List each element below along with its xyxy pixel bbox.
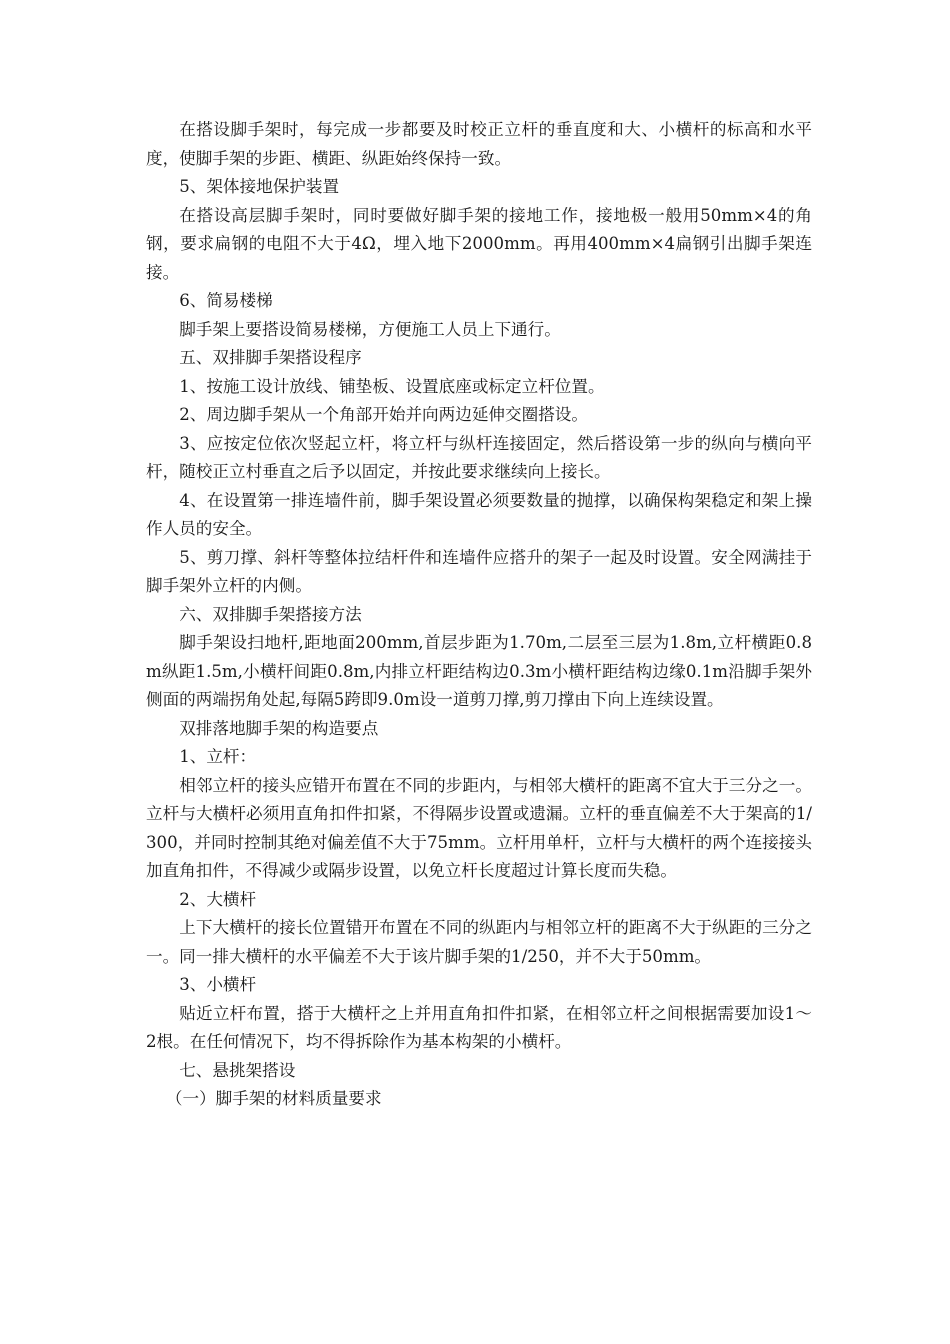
section-heading: 双排落地脚手架的构造要点 xyxy=(179,718,379,738)
paragraph: 脚手架上要搭设简易楼梯，方便施工人员上下通行。 xyxy=(179,319,561,339)
document-page xyxy=(146,116,812,1114)
section-heading: 1、立杆： xyxy=(179,747,257,766)
section-heading: 六、双排脚手架搭接方法 xyxy=(179,604,362,624)
paragraph: 贴近立杆布置，搭于大横杆之上并用直角扣件扣紧，在相邻立杆之间根据需要加设1～2根。在任何情况下，均不得拆除作为基本构架的小横杆。 xyxy=(146,1003,812,1051)
paragraph: 在搭设高层脚手架时，同时要做好脚手架的接地工作，接地极一般用50mm×4的角钢，要求扁钢的电阻不大于4Ω，埋入地下2000mm。再用400mm×4扁钢引出脚手架连接。 xyxy=(146,205,812,282)
paragraph: 3、应按定位依次竖起立杆，将立杆与纵杆连接固定，然后搭设第一步的纵向与横向平杆，随校正立村垂直之后予以固定，并按此要求继续向上接长。 xyxy=(146,433,812,481)
paragraph: 1、按施工设计放线、铺垫板、设置底座或标定立杆位置。 xyxy=(179,376,605,396)
paragraph: 脚手架设扫地杆,距地面200mm,首层步距为1.70m,二层至三层为1.8m,立杆横距0.8m纵距1.5m,小横杆间距0.8m,内排立杆距结构边0.3m小横杆距结构边缘0.1m沿脚手架外侧面的两端拐角处起,每隔5跨即9.0m设一道剪刀撑,剪刀撑由下向上连续设置。 xyxy=(146,633,812,709)
section-heading: 5、架体接地保护装置 xyxy=(179,177,340,196)
section-heading: 七、悬挑架搭设 xyxy=(179,1060,296,1080)
paragraph: 上下大横杆的接长位置错开布置在不同的纵距内与相邻立杆的距离不大于纵距的三分之一。同一排大横杆的水平偏差不大于该片脚手架的1/250，并不大于50mm。 xyxy=(146,918,812,966)
paragraph: 2、周边脚手架从一个角部开始并向两边延伸交圈搭设。 xyxy=(179,405,588,424)
section-heading: 3、小横杆 xyxy=(179,975,257,994)
paragraph: 在搭设脚手架时，每完成一步都要及时校正立杆的垂直度和大、小横杆的标高和水平度，使脚手架的步距、横距、纵距始终保持一致。 xyxy=(146,120,812,168)
sub-heading: （一）脚手架的材料质量要求 xyxy=(165,1089,382,1108)
paragraph: 相邻立杆的接头应错开布置在不同的步距内，与相邻大横杆的距离不宜大于三分之一。立杆与大横杆必须用直角扣件扣紧，不得隔步设置或遗漏。立杆的垂直偏差不大于架高的1/300，并同时控制其绝对偏差值不大于75mm。立杆用单杆，立杆与大横杆的两个连接接头加直角扣件，不得减少或隔步设置，以免立杆长度超过计算长度而失稳。 xyxy=(146,775,812,880)
paragraph: 4、在设置第一排连墙件前，脚手架设置必须要数量的抛撑，以确保构架稳定和架上操作人员的安全。 xyxy=(146,490,812,538)
section-heading: 五、双排脚手架搭设程序 xyxy=(179,348,362,367)
paragraph: 5、剪刀撑、斜杆等整体拉结杆件和连墙件应搭升的架子一起及时设置。安全网满挂于脚手架外立杆的内侧。 xyxy=(146,547,812,595)
section-heading: 2、大横杆 xyxy=(179,889,257,909)
section-heading: 6、简易楼梯 xyxy=(179,291,273,310)
